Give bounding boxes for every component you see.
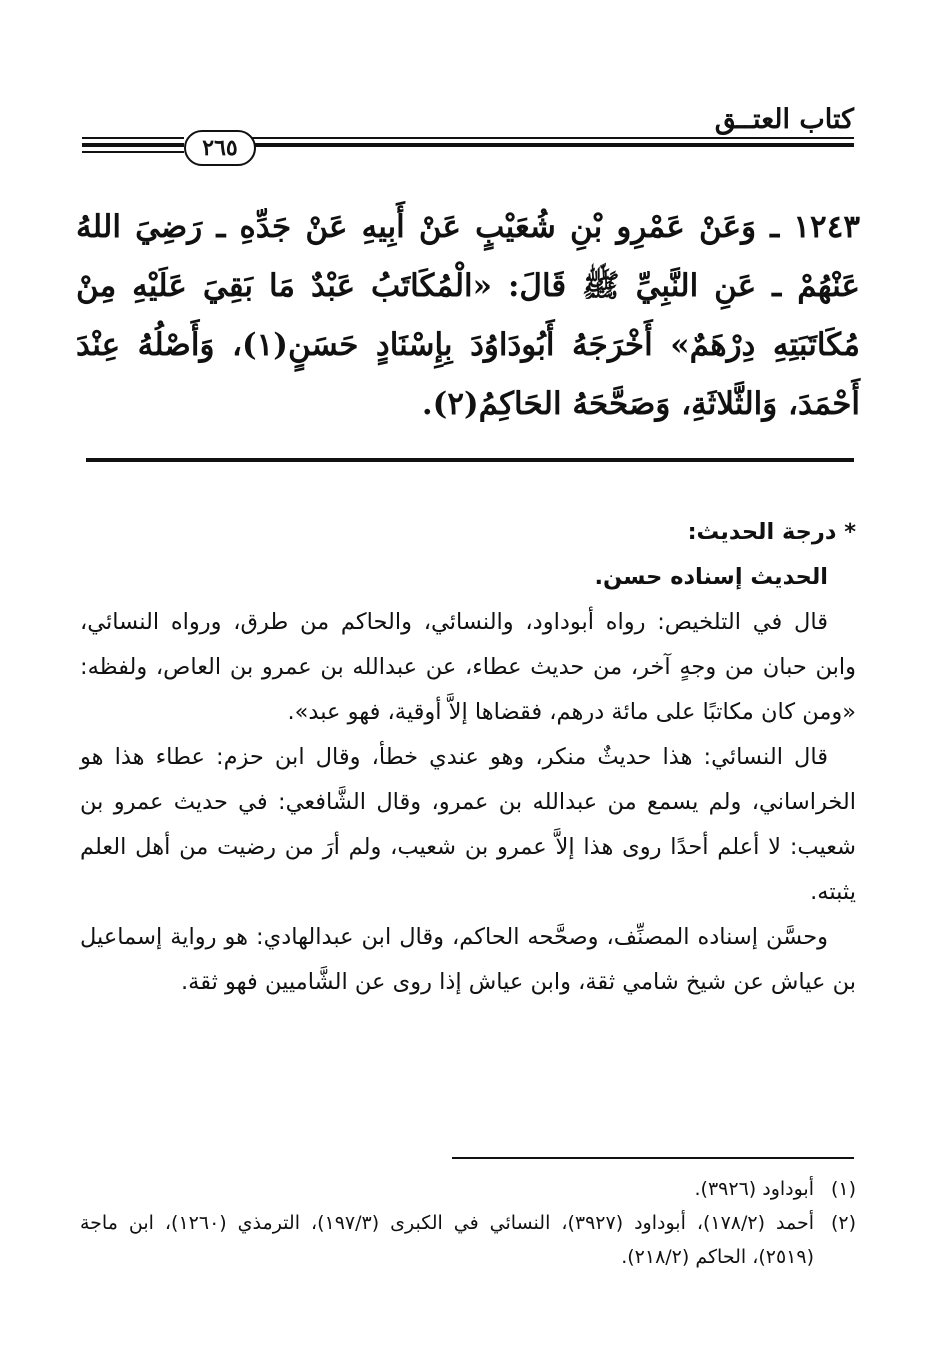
commentary-section [80, 510, 856, 1005]
section-heading: * درجة الحديث: [687, 519, 856, 545]
footnote-number: (١) [830, 1178, 856, 1200]
header-rule-left [82, 143, 184, 147]
footnote-number: (٢) [830, 1212, 856, 1234]
commentary-paragraph: قال النسائي: هذا حديثٌ منكر، وهو عندي خطأ، وقال ابن حزم: عطاء هذا هو الخراساني، ولم يسمع من عبدالله بن عمرو، وقال الشَّافعي: في حديث عمرو بن شعيب: لا أعلم أحدًا روى هذا إلاَّ عمرو بن شعيب، ولم أرَ من رضيت من أهل العلم يثبته. [80, 744, 856, 905]
footnote [80, 1206, 856, 1274]
header-rule-left-bottom [82, 151, 184, 153]
footnote-text: أحمد (١٧٨/٢)، أبوداود (٣٩٢٧)، النسائي في الكبرى (١٩٧/٣)، الترمذي (١٢٦٠)، ابن ماجة (٢٥١٩)، الحاكم (٢١٨/٢). [80, 1212, 815, 1268]
hadith-number: ١٢٤٣ [793, 209, 861, 245]
commentary-paragraph: وحسَّن إسناده المصنِّف، وصحَّحه الحاكم، وقال ابن عبدالهادي: هو رواية إسماعيل بن عياش عن شيخ شامي ثقة، وابن عياش إذا روى عن الشَّاميين فهو ثقة. [80, 924, 856, 995]
footnote [80, 1172, 856, 1206]
commentary-paragraph: قال في التلخيص: رواه أبوداود، والنسائي، والحاكم من طرق، ورواه النسائي، وابن حبان من وجهٍ آخر، من حديث عطاء، عن عبدالله بن عمرو بن العاص، ولفظه: «ومن كان مكاتبًا على مائة درهم، فقضاها إلاَّ أوقية، فهو عبد». [80, 609, 856, 725]
header-rule-top [252, 137, 854, 139]
footnotes [80, 1172, 856, 1274]
header-rule-right [252, 143, 854, 147]
page-number: ٢٦٥ [184, 130, 256, 166]
hadith-text: ـ وَعَنْ عَمْرِو بْنِ شُعَيْبٍ عَنْ أَبِيهِ عَنْ جَدِّهِ ـ رَضِيَ اللهُ عَنْهُمْ ـ عَنِ النَّبِيِّ ﷺ قَالَ: «الْمُكَاتَبُ عَبْدٌ مَا بَقِيَ عَلَيْهِ مِنْ مُكَاتَبَتِهِ دِرْهَمٌ» أَخْرَجَهُ أَبُودَاوُدَ بِإِسْنَادٍ حَسَنٍ(١)، وَأَصْلُهُ عِنْدَ أَحْمَدَ، وَالثَّلاثَةِ، وَصَحَّحَهُ الحَاكِمُ(٢). [76, 209, 861, 422]
running-title: كتاب العتــق [714, 104, 854, 135]
footnote-divider [452, 1157, 854, 1159]
hadith-grade: الحديث إسناده حسن. [594, 564, 828, 590]
header-rule-left-top [82, 137, 184, 139]
hadith-text-block [76, 198, 860, 434]
section-divider [86, 458, 854, 462]
footnote-text: أبوداود (٣٩٢٦). [694, 1178, 814, 1200]
